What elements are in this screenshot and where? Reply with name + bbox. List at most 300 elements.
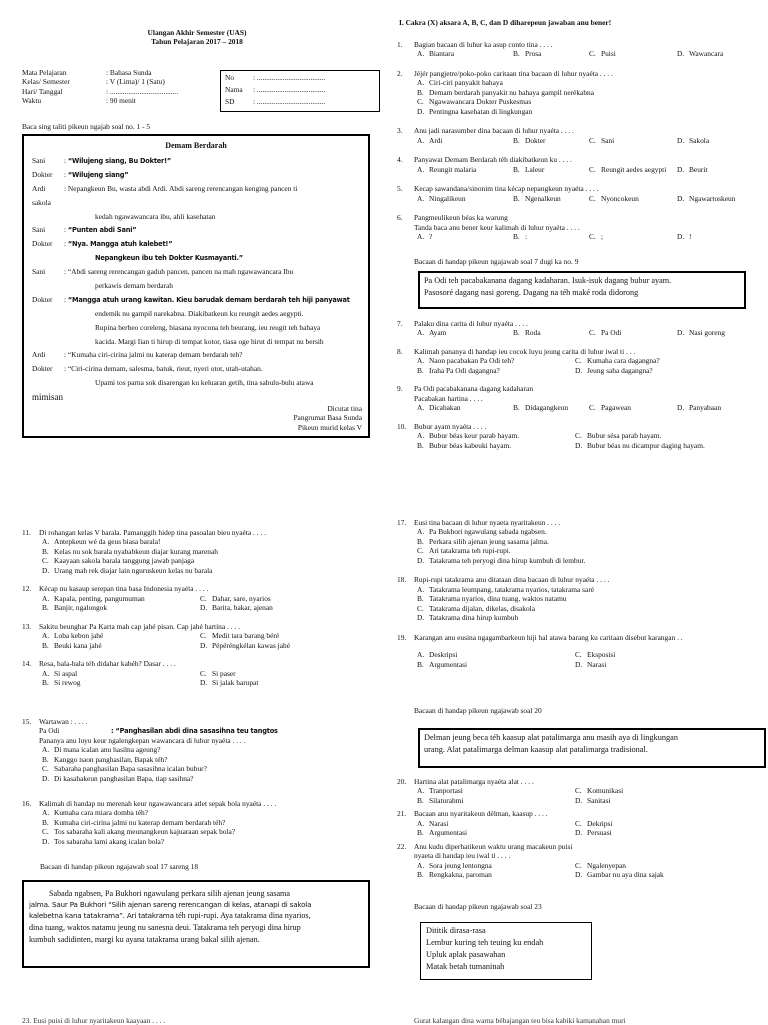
answer-option[interactable]	[575, 828, 735, 837]
option-text: Dahar, sare, nyarios	[212, 593, 271, 603]
answer-option[interactable]	[513, 232, 589, 241]
question-text: Pangmeulikeun béas ka warung	[414, 213, 508, 223]
question-number: 8.	[397, 346, 403, 356]
question-stem	[22, 584, 382, 593]
answer-option[interactable]	[417, 136, 513, 145]
answer-option[interactable]	[200, 641, 360, 650]
answer-option[interactable]	[417, 356, 575, 365]
answer-option[interactable]	[42, 537, 382, 546]
dialog-text: Nepangkeun ibu teh Dokter Kusmayanti.”	[95, 254, 243, 263]
answer-option[interactable]	[589, 194, 677, 203]
dialog-line	[32, 225, 364, 239]
answer-option[interactable]	[575, 441, 735, 450]
option-key: A.	[417, 650, 425, 660]
info-row	[22, 87, 222, 96]
question-text: Di rohangan kelas V barala. Pamanggih hidep tina pasoalan bieu nyaéta . . . .	[39, 528, 266, 537]
options	[397, 585, 757, 623]
answer-option[interactable]	[589, 232, 677, 241]
options	[397, 78, 757, 116]
question	[397, 633, 757, 669]
options	[397, 786, 757, 805]
option-key: B.	[417, 594, 424, 604]
answer-option[interactable]	[417, 594, 757, 603]
answer-option[interactable]	[200, 631, 360, 640]
question-text: Resa, bala-bala téh didahar kabéh? Dasar . . . .	[39, 659, 176, 669]
answer-option[interactable]	[677, 403, 757, 412]
question	[397, 40, 757, 59]
option-text: Gambar nu aya dina sajak	[587, 870, 664, 880]
options	[397, 819, 757, 838]
option-text: Si aspal	[54, 668, 78, 678]
question-number: 21.	[397, 809, 407, 819]
questions-11-14	[22, 528, 382, 697]
answer-option[interactable]	[677, 194, 757, 203]
question-number: 18.	[397, 575, 407, 585]
option-text: Ngawartoskeun	[689, 193, 736, 203]
dialog-line	[32, 198, 364, 212]
answer-option[interactable]	[417, 870, 575, 879]
answer-option[interactable]	[42, 837, 382, 846]
answer-option[interactable]	[575, 861, 735, 870]
option-text: Eksposisi	[587, 650, 616, 660]
answer-option[interactable]	[417, 828, 575, 837]
option-text: Roda	[525, 328, 541, 338]
question-number: 7.	[397, 319, 403, 328]
answer-option[interactable]	[42, 774, 382, 783]
option-text: Beurit	[689, 164, 708, 174]
option-key: D.	[575, 659, 583, 669]
answer-option[interactable]	[42, 764, 382, 773]
option-key: D.	[417, 106, 425, 116]
question-text: Jéjér pangjetre/poko-poko caritaan tina bacaan di luhur nyaéta . . . .	[414, 68, 613, 78]
answer-option[interactable]	[417, 88, 757, 97]
answer-option[interactable]	[575, 366, 735, 375]
id-label: Nama	[225, 85, 243, 95]
answer-option[interactable]	[575, 650, 735, 659]
option-text: Sani	[601, 135, 615, 145]
option-key: D.	[200, 603, 208, 613]
answer-option[interactable]	[42, 631, 200, 640]
option-key: B.	[42, 817, 49, 827]
question	[22, 799, 382, 846]
option-text: Nyoncokeun	[601, 193, 639, 203]
answer-option[interactable]	[417, 786, 575, 795]
dialog-line	[32, 267, 364, 281]
answer-option[interactable]	[417, 49, 513, 58]
answer-option[interactable]	[417, 556, 757, 565]
section-heading: I. Cakra (X) aksara A, B, C, dan D diharepeun jawaban anu bener!	[399, 18, 612, 27]
dialog-sep: :	[64, 364, 68, 374]
dialog-line	[32, 253, 364, 267]
answer-option[interactable]	[575, 796, 735, 805]
source-line: Pangrumat Basa Sunda	[293, 413, 362, 423]
options	[22, 594, 382, 613]
info-label: Hari/ Tanggal	[22, 86, 63, 96]
dialog-speaker: Ardi	[32, 350, 46, 360]
answer-option[interactable]	[200, 603, 360, 612]
right-cutoff: Gurat kalangan dina warna bébajangan teu bisa kabiki kamanahan muri	[414, 1016, 626, 1025]
question-stem	[397, 842, 757, 851]
option-key: C.	[589, 403, 596, 413]
answer-option[interactable]	[589, 136, 677, 145]
option-key: A.	[42, 631, 50, 641]
id-row	[225, 72, 375, 84]
option-key: C.	[417, 603, 424, 613]
option-text: Sabaraha panghasilan Bapa sasasihna icalan bubur?	[54, 764, 207, 774]
option-key: D.	[200, 678, 208, 688]
answer-option[interactable]	[513, 403, 589, 412]
answer-option[interactable]	[575, 786, 735, 795]
answer-option[interactable]	[417, 546, 757, 555]
answer-option[interactable]	[513, 165, 589, 174]
question-stem	[22, 528, 382, 537]
answer-option[interactable]	[417, 431, 575, 440]
option-text: Pa Odi	[601, 328, 622, 338]
answer-option[interactable]	[417, 107, 757, 116]
option-key: C.	[42, 827, 49, 837]
id-row	[225, 84, 375, 96]
options	[397, 194, 757, 203]
answer-option[interactable]	[200, 678, 360, 687]
answer-option[interactable]	[677, 136, 757, 145]
option-text: Antepkeun wé da geus biasa barala!	[54, 537, 161, 547]
question-stem	[397, 384, 757, 393]
answer-option[interactable]	[589, 49, 677, 58]
question-stem	[397, 40, 757, 49]
answer-option[interactable]	[417, 97, 757, 106]
question-text: Kalimah di handap nu merenah keur ngawawancara atlet sepak bola nyaéta . . . .	[39, 799, 277, 808]
option-text: Argumentasi	[429, 828, 468, 838]
reading-title: Demam Berdarah	[165, 141, 227, 150]
option-text: Pépéréngkélan kawas jahé	[212, 640, 290, 650]
dialog-line	[32, 295, 364, 309]
note-23: Bacaan di handap pikeun ngajawab soal 23	[414, 902, 542, 911]
question-number: 2.	[397, 68, 403, 78]
question	[397, 347, 757, 375]
dialog-line	[32, 364, 364, 378]
answer-option[interactable]	[513, 49, 589, 58]
box1-line: Pa Odi teh pacabakanana dagang kadaharan. Isuk-isuk dagang bubur ayam.	[424, 276, 672, 285]
option-key: A.	[417, 431, 425, 441]
box2-line: dina tuang, waktos natamu jeung nu sanesna deui. Tatakrama teh peryogi dina hirup	[29, 922, 301, 932]
answer-option[interactable]	[589, 403, 677, 412]
option-text: Kumaha cara dagangna?	[587, 356, 660, 366]
dialog-sep: :	[64, 225, 68, 235]
question-stem	[397, 347, 757, 356]
info-label: Waktu	[22, 96, 42, 106]
dialog-sep: :	[64, 239, 68, 249]
option-text: Tatakrama nyarios, dina tuang, waktos natamu	[429, 594, 567, 604]
answer-option[interactable]	[42, 603, 200, 612]
options	[397, 861, 757, 880]
dialog-text: “Punten abdi Sani”	[67, 226, 137, 235]
answer-option[interactable]	[417, 650, 575, 659]
option-text: Ngawawancara Dokter Puskesmas	[429, 97, 532, 107]
option-text: Rengkakna, paroman	[429, 870, 492, 880]
option-key: A.	[42, 537, 50, 547]
option-text: Si jalak harupat	[212, 678, 259, 688]
answer-option[interactable]	[677, 232, 757, 241]
question	[397, 809, 757, 837]
answer-option[interactable]	[575, 431, 735, 440]
answer-option[interactable]	[677, 49, 757, 58]
options	[397, 527, 757, 565]
question-number: 3.	[397, 126, 403, 136]
question	[397, 126, 757, 145]
dialog-speaker: Dokter	[32, 364, 53, 374]
option-key: A.	[417, 584, 425, 594]
question-stem	[22, 622, 382, 631]
answer-option[interactable]	[417, 165, 513, 174]
option-text: Wawancara	[689, 49, 724, 59]
answer-option[interactable]	[417, 613, 757, 622]
question-number: 6.	[397, 213, 403, 223]
dialog-text: “Wilujeng siang, Bu Dokter!”	[67, 157, 172, 165]
option-key: B.	[417, 659, 424, 669]
question-text: Kecap sawandana/sinonim tina kécap nepangkeun nyaéta . . . .	[414, 184, 599, 194]
option-key: C.	[589, 49, 596, 59]
answer-option[interactable]	[417, 403, 513, 412]
answer-option[interactable]	[575, 660, 735, 669]
question	[397, 842, 757, 880]
answer-option[interactable]	[417, 441, 575, 450]
option-text: Panyabaan	[689, 403, 722, 413]
answer-option[interactable]	[589, 165, 677, 174]
answer-option[interactable]	[42, 827, 382, 836]
question-text: Palaku dina carita di luhur nyaéta . . . .	[414, 319, 528, 328]
id-value: : .....................................	[253, 85, 326, 95]
question-stem	[397, 126, 757, 135]
option-key: B.	[513, 232, 520, 242]
answer-option[interactable]	[417, 585, 757, 594]
answer-option[interactable]	[417, 819, 575, 828]
answer-option[interactable]	[42, 594, 200, 603]
dialog-text: kedah ngawawancara ibu, ahli kasehatan	[95, 211, 216, 221]
answer-option[interactable]	[677, 328, 757, 337]
answer-option[interactable]	[575, 356, 735, 365]
option-text: Tatakrama leumpang, tatakrama nyarios, tatakrama saré	[429, 584, 595, 594]
box2-line: Sabada ngabsen, Pa Bukhori ngawulang perkara silih ajenan jeung sasama	[49, 889, 290, 898]
question-text: Karangan anu eusina ngagambarkeun hiji hal atawa barang ku caritaan disebut karangan . .	[414, 632, 683, 642]
question-text: Kécap nu kasaup serepan tina basa Indonesia nyaéta . . . .	[39, 584, 209, 594]
option-text: Barita, bakar, ajenan	[212, 603, 273, 613]
option-text: Reungit malaria	[429, 164, 477, 174]
id-label: SD	[225, 97, 235, 107]
answer-option[interactable]	[677, 165, 757, 174]
question-stem	[397, 518, 757, 527]
option-text: Puisi	[601, 49, 616, 59]
note-7-9: Bacaan di handap pikeun ngajawab soal 7 dugi ka no. 9	[414, 257, 579, 266]
option-text: Loba kebon jahé	[54, 631, 104, 641]
answer-option[interactable]	[42, 818, 382, 827]
answer-option[interactable]	[417, 328, 513, 337]
info-row	[22, 68, 222, 77]
question	[22, 659, 382, 687]
answer-option[interactable]	[200, 594, 360, 603]
answer-option[interactable]	[513, 194, 589, 203]
box3-line: urang. Alat patalimarga delman kaasup alat patalimarga tradisional.	[424, 745, 648, 755]
dialog-line	[32, 184, 364, 198]
option-text: Si rewog	[54, 678, 81, 688]
option-text: Ningalikeun	[429, 193, 466, 203]
option-key: B.	[42, 754, 49, 764]
option-key: A.	[417, 403, 425, 413]
answer-option[interactable]	[42, 755, 382, 764]
option-text: Tatakrama teh peryogi dina hirup kumbuh di lembur.	[429, 555, 586, 565]
option-text: Tatakrama dijalan, dikelas, disakola	[429, 603, 535, 613]
answer-option[interactable]	[42, 566, 382, 575]
option-text: ?	[429, 232, 433, 242]
answer-option[interactable]	[513, 136, 589, 145]
option-text: Biantara	[429, 49, 455, 59]
option-text: Didagangkeun	[525, 403, 569, 413]
answer-option[interactable]	[575, 870, 735, 879]
info-label: Kelas/ Semester	[22, 77, 70, 87]
dialog-text: Rupina berbeo coreleng, biasana nyocona teh beurang, ieu reugit teh bahaya	[95, 322, 321, 332]
question-stem	[22, 659, 382, 668]
answer-option[interactable]	[42, 547, 382, 556]
id-label: No	[225, 73, 235, 83]
answer-option[interactable]	[417, 796, 575, 805]
option-key: D.	[417, 555, 425, 565]
reading-instruction: Baca sing taliti pikeun ngajab soal no. 1 - 5	[22, 122, 151, 131]
answer-option[interactable]	[417, 537, 757, 546]
answer-option[interactable]	[417, 527, 757, 536]
option-key: A.	[417, 860, 425, 870]
option-text: Banjir, ngalongok	[54, 603, 108, 613]
dialog-line	[32, 378, 364, 392]
answer-option[interactable]	[589, 328, 677, 337]
question-number: 19.	[397, 632, 407, 642]
dialog-speaker: Sani	[32, 267, 46, 277]
poem-line: Upluk aplak pasawahan	[426, 950, 506, 960]
dialog-speaker: Ardi	[32, 183, 46, 193]
questions-1-6	[397, 40, 757, 252]
option-key: B.	[513, 193, 520, 203]
dialog-sep: :	[64, 183, 68, 193]
q15-odi-text: : “Panghasilan abdi dina sasasihna teu tangtos	[111, 727, 278, 736]
question-stem	[397, 633, 757, 642]
option-key: C.	[200, 631, 207, 641]
id-value: : .....................................	[253, 97, 326, 107]
question-stem	[397, 69, 757, 78]
question-text: Hartina alat patalimarga nyaéta alat . . . .	[414, 777, 534, 786]
question-text: Pa Odi pacabakanana dagang kadaharan	[414, 384, 534, 394]
question-text: Anu jadi narasumber dina bacaan di luhur nyaéta . . . .	[414, 126, 574, 136]
answer-option[interactable]	[42, 641, 200, 650]
option-key: B.	[417, 440, 424, 450]
option-key: A.	[417, 818, 425, 828]
answer-option[interactable]	[417, 366, 575, 375]
question-text: nyaeta di handap ieu iwal ti . . . .	[414, 851, 511, 861]
question	[397, 319, 757, 338]
answer-option[interactable]	[417, 78, 757, 87]
dialog-text: sakola	[32, 197, 51, 207]
info-value: : .....................................	[106, 86, 179, 96]
option-key: C.	[575, 818, 582, 828]
option-text: Deskripsi	[429, 650, 458, 660]
option-text: Sora jeung lentongna	[429, 860, 492, 870]
answer-option[interactable]	[417, 861, 575, 870]
option-text: Ciri-ciri panyakit bahaya	[429, 78, 503, 88]
option-key: C.	[417, 97, 424, 107]
dialog-text: kacida. Margi Iian ti hirup di tempat kotor, tiasa oge hirut di tempat nu bersih	[95, 336, 324, 346]
answer-option[interactable]	[417, 660, 575, 669]
dialog-speaker: Sani	[32, 156, 46, 165]
question-16	[22, 799, 382, 852]
box2-text	[29, 888, 364, 945]
question-number: 13.	[22, 621, 32, 631]
question-stem	[397, 575, 757, 584]
question-stem	[397, 851, 757, 860]
dialog-sep: :	[64, 294, 68, 304]
dialog-line	[32, 212, 364, 226]
dialog-line	[32, 309, 364, 323]
question	[397, 69, 757, 116]
info-row	[22, 96, 222, 105]
answer-option[interactable]	[417, 232, 513, 241]
exam-header	[22, 28, 372, 47]
reading-passage-box	[22, 134, 370, 438]
option-key: C.	[589, 193, 596, 203]
option-key: C.	[42, 556, 49, 566]
option-text: Urang mah rek diajar lain nguruskeun kelas nu barala	[54, 565, 213, 575]
q15-head: Wartawan : . . . .	[39, 717, 88, 726]
option-text: Ngenalkeun	[525, 193, 561, 203]
answer-option[interactable]	[42, 745, 382, 754]
question	[397, 777, 757, 805]
answer-option[interactable]	[42, 669, 200, 678]
answer-option[interactable]	[42, 678, 200, 687]
option-text: Dicabakan	[429, 403, 461, 413]
answer-option[interactable]	[513, 328, 589, 337]
answer-option[interactable]	[200, 669, 360, 678]
question-number: 4.	[397, 155, 403, 165]
option-key: D.	[677, 193, 685, 203]
option-text: Ngalenyepan	[587, 860, 626, 870]
option-key: C.	[42, 764, 49, 774]
option-text: Ari tatakrama teh rupi-rupi.	[429, 546, 511, 556]
option-text: Komunikasi	[587, 786, 624, 796]
options	[397, 136, 757, 145]
options	[22, 669, 382, 688]
options	[397, 431, 757, 450]
option-text: Tos sabaraha kali akang meunangkeun kajuaraan sepak bola?	[54, 827, 236, 837]
option-text: Kanggo naon panghasilan, Bapak téh?	[54, 754, 168, 764]
options	[397, 165, 757, 174]
answer-option[interactable]	[42, 556, 382, 565]
question-number: 5.	[397, 184, 403, 194]
option-key: B.	[417, 795, 424, 805]
option-key: D.	[677, 328, 685, 338]
dialog-sep: :	[64, 267, 68, 277]
option-key: B.	[513, 403, 520, 413]
dialog-sep: :	[64, 169, 68, 179]
question-number: 11.	[22, 528, 31, 537]
answer-option[interactable]	[417, 194, 513, 203]
dialog-line	[32, 170, 364, 184]
answer-option[interactable]	[575, 819, 735, 828]
id-value: : .....................................	[253, 73, 326, 83]
option-text: Si paser	[212, 668, 236, 678]
answer-option[interactable]	[42, 808, 382, 817]
question-stem	[397, 319, 757, 328]
dialog-text: endemik nu gampil narekabna. Diakibatkeun ku reungit aedes aegypti.	[95, 308, 304, 318]
option-key: D.	[417, 613, 425, 623]
answer-option[interactable]	[417, 604, 757, 613]
info-value: : Bahasa Sunda	[106, 68, 152, 77]
box2-line: jalma. Saur Pa Bukhori “Silih ajenan sareng rerencangan di kelas, atanapi di sakola	[29, 899, 312, 909]
